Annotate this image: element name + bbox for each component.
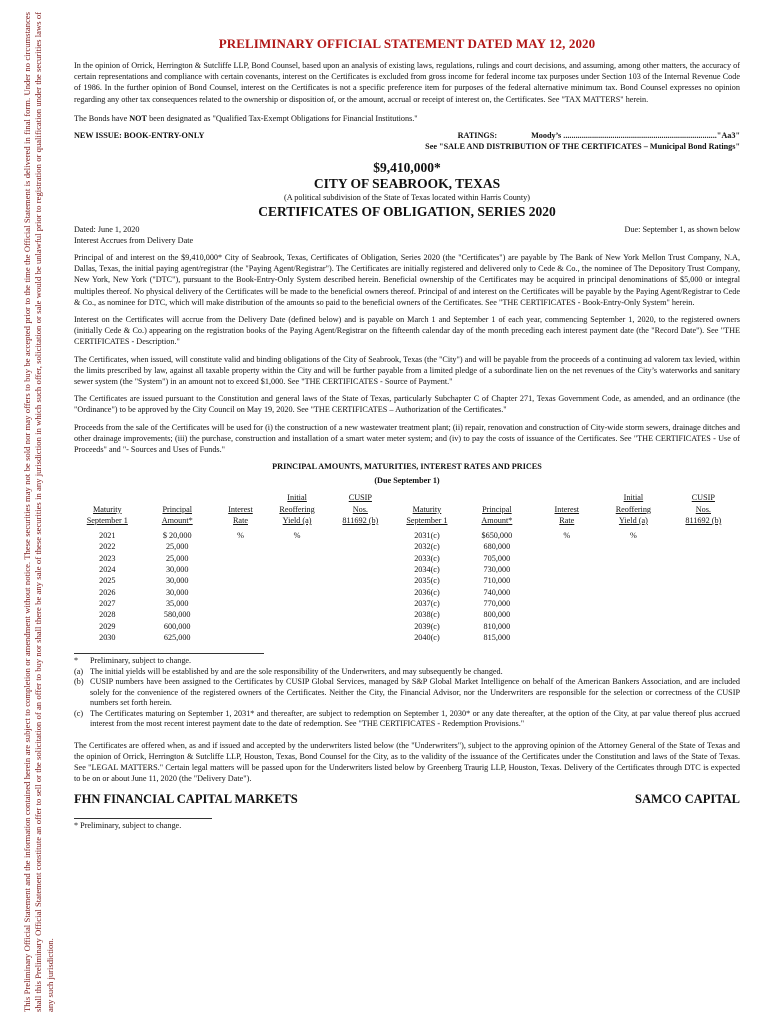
due-date: Due: September 1, as shown below [624, 225, 740, 235]
maturity-table [74, 492, 740, 643]
maturity-year: 2039(c) [414, 621, 440, 631]
footnote-text: CUSIP numbers have been assigned to the Certificates by CUSIP Global Services, managed by S&P Global Market Intelligence on behalf of the American Bankers Association, and are included solely for the convenience of the registered owners of the Certificates. Neither the City, the Financial Advisor, nor the Underwriters are responsible for the selection or correctness of the CUSIP numbers set forth herein. [90, 677, 740, 708]
table-row [74, 530, 740, 541]
reoffering-yield [600, 609, 667, 620]
interest-rate [533, 609, 600, 620]
designation-after: been designated as "Qualified Tax-Exempt Obligations for Financial Institutions." [147, 113, 418, 123]
cusip-number [667, 609, 740, 620]
principal-amount: $ 20,000 [162, 531, 192, 541]
col-interest-rate: Interest Rate [228, 504, 253, 525]
ratings-value: "Aa3" [716, 131, 740, 141]
cusip-number [327, 598, 394, 609]
bottom-divider [74, 818, 212, 819]
interest-rate [214, 564, 267, 575]
footnote-text: The initial yields will be established by and are the sole responsibility of the Underwriters, and may subsequently be changed. [90, 666, 503, 676]
maturity-year: 2032(c) [414, 542, 440, 552]
principal-amount: 25,000 [165, 542, 189, 552]
cusip-number [327, 541, 394, 552]
maturity-year: 2035(c) [414, 576, 440, 586]
ratings-line [425, 130, 740, 141]
principal-amount: 710,000 [483, 576, 511, 586]
footnote-mark: (c) [74, 708, 84, 718]
underwriter-left: FHN FINANCIAL CAPITAL MARKETS [74, 792, 298, 807]
interest-rate [533, 564, 600, 575]
body-paragraph: The Certificates are issued pursuant to the Constitution and general laws of the State of Texas, particularly Subchapter C of Chapter 271, Texas Government Code, as amended, and an ordinance (the "Ordinance") to be approved by the City Council on May 19, 2020. See "THE CERTIFICATES – Authorization of the Certificates." [74, 394, 740, 415]
interest-rate [533, 598, 600, 609]
principal-amount: 580,000 [163, 610, 191, 620]
footnote-text: The Certificates maturing on September 1, 2031* and thereafter, are subject to redemption on September 1, 2030* or any date thereafter, at the option of the City, at par value thereof plus accrued interest from the most recent interest payment date to the date of redemption. See "THE CERTIFICATES - Redemption Provisions." [90, 708, 740, 729]
maturity-year: 2024 [99, 565, 116, 575]
cusip-number [327, 530, 394, 541]
ratings-label: RATINGS: [457, 131, 498, 141]
col-maturity: Maturity September 1 [406, 504, 448, 525]
issue-ratings-row [74, 130, 740, 154]
body-paragraph: Interest on the Certificates will accrue from the Delivery Date (defined below) and is payable on March 1 and September 1 of each year, commencing September 1, 2020, to the registered owners (initially Cede & Co.) appearing on the registration books of the Paying Agent/Registrar on the fifteenth calendar day of the month preceding each interest payment date (the "Record Date"). See "THE CERTIFICATES - Description." [74, 315, 740, 347]
cusip-number [327, 564, 394, 575]
body-paragraph: Proceeds from the sale of the Certificates will be used for (i) the construction of a new wastewater treatment plant; (ii) repair, renovation and construction of City-wide storm sewers, drainage ditches and other drainage improvements; (iii) the purchase, construction and installation of a smart water meter system; and (iv) to pay the costs of issuance of the Certificates. See "THE CERTIFICATES - Use of Proceeds" and "- Sources and Uses of Funds." [74, 422, 740, 455]
col-interest-rate: Interest Rate [554, 504, 580, 525]
footnote-item [74, 709, 740, 730]
designation-before: The Bonds have [74, 113, 130, 123]
underwriters-row [74, 794, 740, 816]
maturity-subheading: (Due September 1) [374, 475, 440, 485]
table-row [74, 553, 740, 564]
maturity-heading: PRINCIPAL AMOUNTS, MATURITIES, INTEREST RATES AND PRICES [272, 462, 542, 472]
dated-date: Dated: June 1, 2020 [74, 225, 140, 235]
side-disclaimer-text: This Preliminary Official Statement and the information contained herein are subject to completion or amendment without notice. These securities may not be sold nor may offers to buy be accepted prior to the time the Official Statement is delivered in final form. Under no circumstances shall this Preliminary Official Statement constitute an offer to sell or the solicitation of an offer to buy nor shall there be any sale of these securities in any jurisdiction in which such offer, solicitation or sale would be unlawful prior to registration or qualification under the securities laws of any such jurisdiction. [22, 12, 55, 1012]
principal-amount: 705,000 [483, 553, 511, 563]
col-maturity: Maturity September 1 [86, 504, 128, 525]
ratings-block [425, 130, 740, 152]
reoffering-yield [267, 609, 327, 620]
cusip-number [667, 553, 740, 564]
maturity-year: 2021 [99, 531, 116, 541]
body-paragraph: The Certificates, when issued, will constitute valid and binding obligations of the City of Seabrook, Texas (the "City") and will be payable from the proceeds of a continuing ad valorem tax levied, within the limits prescribed by law, against all taxable property within the City and will be further payable from a limited pledge of a subordinate lien on the net revenues of the City’s waterworks and sanitary sewer system (the "System") in an amount not to exceed $1,000. See "THE CERTIFICATES - Source of Payment." [74, 354, 740, 387]
reoffering-yield [600, 621, 667, 632]
maturity-year: 2031(c) [414, 531, 440, 541]
interest-rate [533, 587, 600, 598]
reoffering-yield [267, 632, 327, 643]
reoffering-yield [267, 541, 327, 552]
body-paragraph: Principal of and interest on the $9,410,000* City of Seabrook, Texas, Certificates of Obligation, Series 2020 (the "Certificates") are payable by The Bank of New York Mellon Trust Company, N.A, Dallas, Texas, the initial paying agent/registrar (the "Paying Agent/Registrar"). The Certificates are initially registered and delivered only to Cede & Co., the nominee of The Depository Trust Company, New York, New York ("DTC"), pursuant to the Book-Entry-Only System described herein. Beneficial ownership of the Certificates may be acquired in principal denominations of $5,000 or integral multiples thereof. No physical delivery of the Certificates will be made to the beneficial owners thereof. Principal of and interest on the Certificates will be payable by the Paying Agent/Registrar to Cede & Co., as nominee for DTC, which will make distribution of the amounts so paid to the beneficial owners of the Certificates. See "THE CERTIFICATES - Book-Entry-Only System" herein. [74, 253, 740, 307]
table-row [74, 632, 740, 643]
interest-rate [214, 553, 267, 564]
reoffering-yield [267, 598, 327, 609]
side-disclaimer [22, 12, 55, 1012]
ratings-dots: ........................................................................... [561, 131, 717, 141]
interest-rate [214, 541, 267, 552]
issuer-name: CITY OF SEABROOK, TEXAS [313, 176, 501, 192]
interest-rate: % [563, 531, 571, 541]
offering-paragraph: The Certificates are offered when, as and if issued and accepted by the underwriters listed below (the "Underwriters"), subject to the approving opinion of the Attorney General of the State of Texas and the opinion of Orrick, Herrington & Sutcliffe LLP, Houston, Texas, Bond Counsel for the City, as to the validity of the issuance of the Certificates under the Constitution and laws of the State of Texas. See "LEGAL MATTERS." Certain legal matters will be passed upon for the Underwriters listed below by Greenberg Traurig LLP, Houston, Texas. Delivery of the Certificates through DTC is expected to be on or about June 11, 2020 (the "Delivery Date"). [74, 740, 740, 784]
issue-amount: $9,410,000* [373, 160, 441, 176]
table-row [74, 609, 740, 620]
footnote-divider [74, 653, 264, 654]
maturity-table-body [74, 530, 740, 643]
cusip-number [327, 553, 394, 564]
ratings-agency: Moody’s [531, 131, 562, 141]
reoffering-yield: % [293, 531, 301, 541]
col-principal: Principal Amount* [481, 504, 513, 525]
cusip-number [327, 609, 394, 620]
cusip-number [667, 530, 740, 541]
principal-amount: 30,000 [165, 587, 189, 597]
footnote-mark: (b) [74, 677, 84, 687]
maturity-year: 2040(c) [414, 632, 440, 642]
footnote-text: Preliminary, subject to change. [90, 656, 192, 666]
principal-amount: 625,000 [163, 632, 191, 642]
date-row [74, 224, 740, 248]
maturity-year: 2026 [99, 587, 116, 597]
maturity-year: 2033(c) [414, 553, 440, 563]
table-row [74, 575, 740, 586]
ratings-see: See "SALE AND DISTRIBUTION OF THE CERTIFICATES – Municipal Bond Ratings" [425, 142, 740, 152]
maturity-year: 2038(c) [414, 610, 440, 620]
reoffering-yield [600, 598, 667, 609]
cusip-number [667, 621, 740, 632]
document-title: PRELIMINARY OFFICIAL STATEMENT DATED MAY 12, 2020 [218, 36, 596, 51]
footnote-mark: * [74, 656, 79, 666]
interest-rate [214, 609, 267, 620]
table-row [74, 564, 740, 575]
maturity-year: 2028 [99, 610, 116, 620]
reoffering-yield [600, 575, 667, 586]
reoffering-yield [600, 541, 667, 552]
cusip-number [667, 632, 740, 643]
principal-amount: 30,000 [165, 565, 189, 575]
table-row [74, 541, 740, 552]
maturity-year: 2023 [99, 553, 116, 563]
interest-accrues: Interest Accrues from Delivery Date [74, 236, 194, 246]
principal-amount: 35,000 [165, 598, 189, 608]
principal-amount: 30,000 [165, 576, 189, 586]
footnote-item [74, 656, 740, 667]
table-row [74, 598, 740, 609]
reoffering-yield [600, 587, 667, 598]
principal-amount: 800,000 [483, 610, 511, 620]
cusip-number [667, 575, 740, 586]
principal-amount: 25,000 [165, 553, 189, 563]
interest-rate [533, 621, 600, 632]
cusip-number [667, 598, 740, 609]
underwriter-right: SAMCO CAPITAL [635, 792, 740, 807]
designation-emphasis: NOT [129, 113, 148, 123]
reoffering-yield [267, 621, 327, 632]
maturity-year: 2034(c) [414, 565, 440, 575]
document-page [74, 32, 740, 832]
reoffering-yield [600, 553, 667, 564]
series-title: CERTIFICATES OF OBLIGATION, SERIES 2020 [258, 204, 556, 220]
maturity-year: 2022 [99, 542, 116, 552]
bottom-footnote: * Preliminary, subject to change. [74, 821, 182, 831]
reoffering-yield [267, 553, 327, 564]
interest-rate [533, 553, 600, 564]
interest-rate [533, 575, 600, 586]
tax-opinion-paragraph: In the opinion of Orrick, Herrington & Sutcliffe LLP, Bond Counsel, based upon an analysis of existing laws, regulations, rulings and court decisions, and assuming, among other matters, the accuracy of certain representations and compliance with certain covenants, interest on the Certificates is excluded from gross income for federal income tax purposes under Section 103 of the Internal Revenue Code of 1986. In the further opinion of Bond Counsel, interest on the Certificates is not a specific preference item for purposes of the federal alternative minimum tax. Bond Counsel expresses no opinion regarding any other tax consequences related to the ownership or disposition of, or the amount, accrual or receipt of interest on, the Certificates. See "TAX MATTERS" herein. [74, 61, 740, 104]
cusip-number [327, 632, 394, 643]
maturity-header-row [74, 492, 740, 530]
footnote-item [74, 677, 740, 709]
cusip-number [327, 587, 394, 598]
interest-rate [214, 587, 267, 598]
reoffering-yield [267, 587, 327, 598]
maturity-year: 2029 [99, 621, 116, 631]
col-cusip: CUSIP Nos. 811692 (b) [685, 493, 722, 525]
principal-amount: 770,000 [483, 598, 511, 608]
interest-rate [214, 598, 267, 609]
reoffering-yield [600, 632, 667, 643]
interest-rate [214, 621, 267, 632]
principal-amount: $650,000 [481, 531, 513, 541]
col-cusip: CUSIP Nos. 811692 (b) [342, 493, 379, 525]
principal-amount: 600,000 [163, 621, 191, 631]
maturity-year: 2036(c) [414, 587, 440, 597]
designation-note [74, 113, 740, 124]
footnote-mark: (a) [74, 666, 84, 676]
interest-rate: % [237, 531, 244, 541]
maturity-year: 2037(c) [414, 598, 440, 608]
col-principal: Principal Amount* [161, 504, 193, 525]
principal-amount: 815,000 [483, 632, 511, 642]
interest-rate [214, 575, 267, 586]
reoffering-yield [600, 564, 667, 575]
cusip-number [667, 564, 740, 575]
interest-rate [214, 632, 267, 643]
new-issue-label: NEW ISSUE: BOOK-ENTRY-ONLY [74, 131, 205, 141]
col-yield: Initial Reoffering Yield (a) [615, 493, 652, 525]
cusip-number [327, 621, 394, 632]
maturity-year: 2030 [99, 632, 116, 642]
principal-amount: 680,000 [483, 542, 511, 552]
cusip-number [667, 587, 740, 598]
principal-amount: 730,000 [483, 565, 511, 575]
footnote-item [74, 667, 740, 678]
table-row [74, 587, 740, 598]
reoffering-yield [267, 575, 327, 586]
reoffering-yield [267, 564, 327, 575]
issuer-subdivision: (A political subdivision of the State of Texas located within Harris County) [284, 193, 530, 203]
cusip-number [667, 541, 740, 552]
interest-rate [533, 541, 600, 552]
reoffering-yield: % [629, 531, 637, 541]
table-row [74, 621, 740, 632]
interest-rate [533, 632, 600, 643]
footnotes [74, 656, 740, 730]
cusip-number [327, 575, 394, 586]
col-yield: Initial Reoffering Yield (a) [279, 493, 315, 525]
principal-amount: 740,000 [483, 587, 511, 597]
maturity-year: 2027 [99, 598, 116, 608]
principal-amount: 810,000 [483, 621, 511, 631]
maturity-year: 2025 [99, 576, 116, 586]
